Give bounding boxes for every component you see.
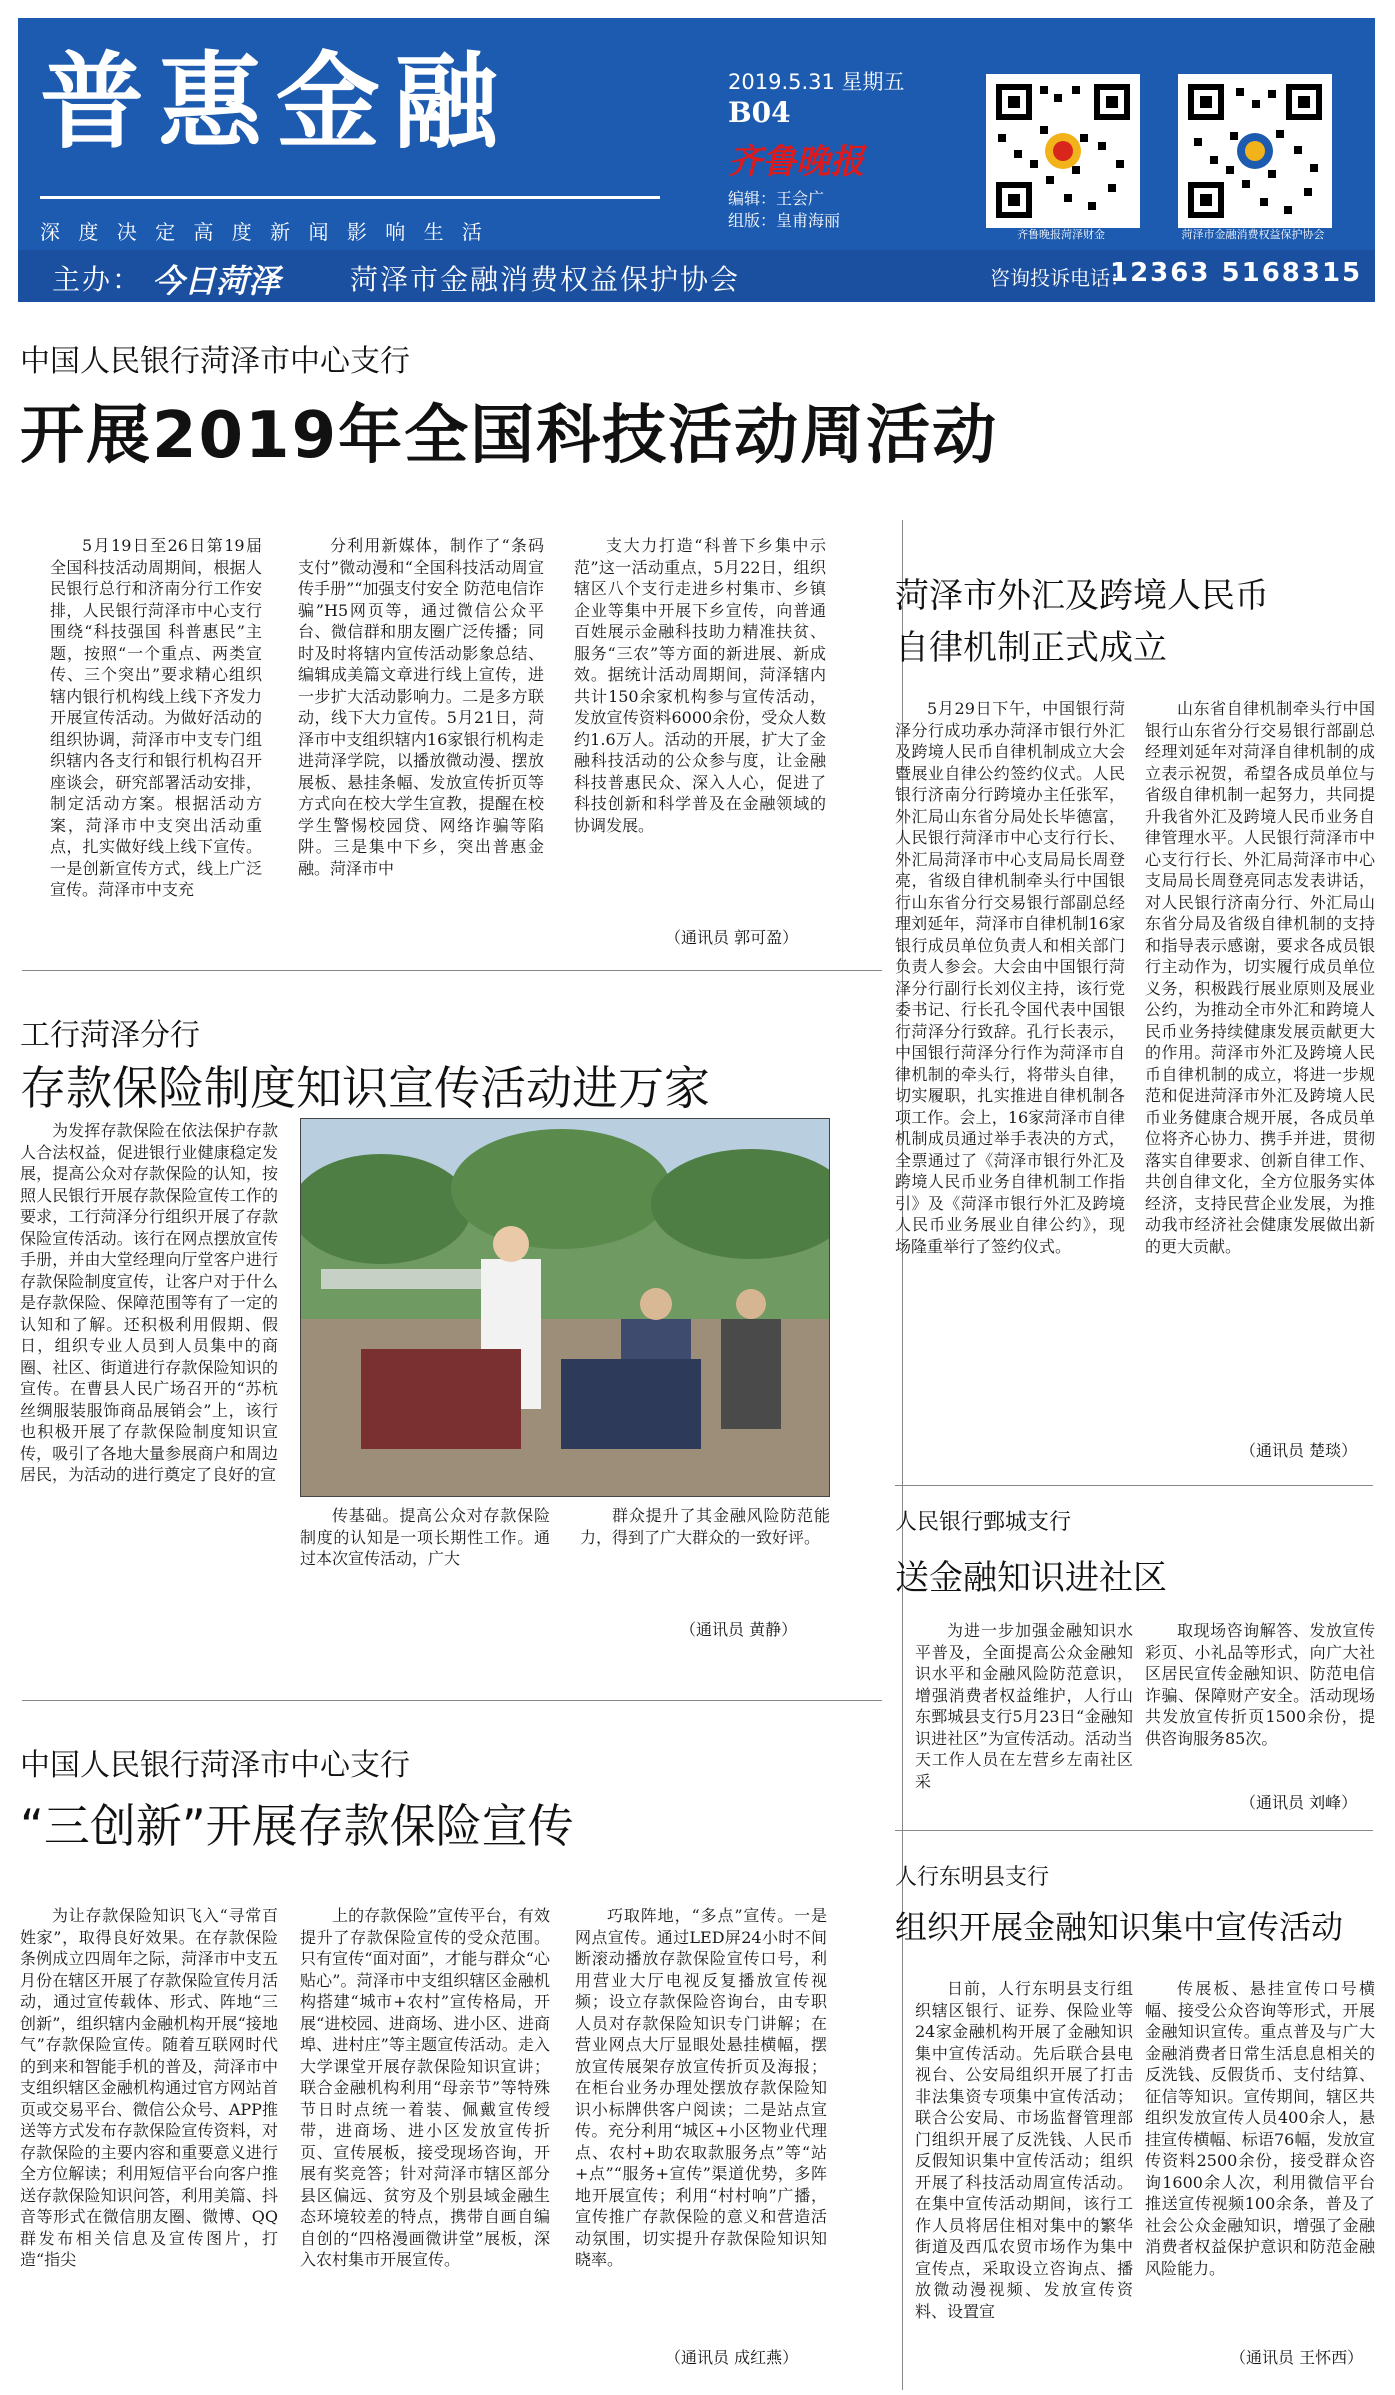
qr-code-icon [1180, 76, 1330, 226]
b3-column-2: 传展板、悬挂宣传口号横幅、接受公众咨询等形式，开展金融知识宣传。重点普及与广大金融消费者日常生活息息相关的反洗钱、反假货币、支付结算、征信等知识。宣传期间，辖区共组织发放宣传人员400余人，悬挂宣传横幅、标语76幅，发放宣传资料2500余份，接受群众咨询1600余人次，利用微信平台推送宣传视频100余条，普及了社会公众金融知识，增强了金融消费者权益保护意识和防范金融风险能力。 [1145, 1979, 1375, 2278]
host-name: 今日菏泽 [152, 262, 281, 300]
b3-headline: 组织开展金融知识集中宣传活动 [895, 1908, 1344, 1946]
b3-column-1: 日前，人行东明县支行组织辖区银行、证券、保险业等24家金融机构开展了金融知识集中宣传活动。先后联合县电视台、公安局组织开展了打击非法集资专项集中宣传活动；联合公安局、市场监督管理部门组织开展了反洗钱、人民币反假知识集中宣传活动；组织开展了科技活动周宣传活动。在集中宣传活动期间，该行工作人员将居住相对集中的繁华街道及西瓜农贸市场作为集中宣传点，采取设立咨询点、播放微动漫视频、发放宣传资料、设置宣 [915, 1979, 1133, 2321]
editor-credit [728, 188, 840, 232]
b1-headline-line-1: 菏泽市外汇及跨境人民币 [895, 576, 1269, 616]
masthead-title: 普惠金融 [40, 40, 513, 163]
qr-code-left[interactable] [986, 74, 1140, 228]
b1-column-1: 5月29日下午，中国银行菏泽分行成功承办菏泽市银行外汇及跨境人民币自律机制成立大会暨展业自律公约签约仪式。人民银行济南分行跨境办主任张军，外汇局山东省分局处长毕德富，人民银行菏泽市中心支行行长、外汇局菏泽市中心支局局长周登亮，省级自律机制牵头行中国银行山东省分行交易银行部副总经理刘延年，菏泽市自律机制16家银行成员单位负责人和相关部门负责人参会。大会由中国银行菏泽分行副行长刘仪主持，该行党委书记、行长孔令国代表中国银行菏泽分行致辞。孔行长表示，中国银行菏泽分行作为菏泽市自律机制的牵头行，将带头自律，切实履职，扎实推进自律机制各项工作。会上，16家菏泽市自律机制成员通过举手表决的方式，全票通过了《菏泽市银行外汇及跨境人民币业务自律机制工作指引》及《菏泽市银行外汇及跨境人民币业务展业自律公约》，现场隆重举行了签约仪式。 [895, 699, 1125, 1256]
b1-byline: （通讯员 楚琰） [1240, 1441, 1358, 1460]
qr-right-caption: 菏泽市金融消费权益保护协会 [1181, 228, 1325, 241]
b3-byline: （通讯员 王怀西） [1230, 2348, 1364, 2367]
layout-name: 组版：皇甫海丽 [728, 211, 841, 230]
b1-column-2: 山东省自律机制牵头行中国银行山东省分行交易银行部副总经理刘延年对菏泽自律机制的成立表示祝贺，希望各成员单位与省级自律机制一起努力，共同提升我省外汇及跨境人民币业务自律管理水平。人民银行菏泽市中心支行行长、外汇局菏泽市中心支局局长周登亮同志发表讲话，对人民银行济南分行、外汇局山东省分局及省级自律机制的支持和指导表示感谢，要求各成员银行主动作为，切实履行成员单位义务，积极践行展业原则及展业公约，为推动全市外汇和跨境人民币业务持续健康发展贡献更大的作用。菏泽市外汇及跨境人民币自律机制的成立，将进一步规范和促进菏泽市外汇及跨境人民币业务健康合规开展，各成员单位将齐心协力、携手并进，贯彻落实自律要求、创新自律工作、共创自律文化，全方位服务实体经济，支持民营企业发展，为推动我市经济社会健康发展做出新的更大贡献。 [1145, 699, 1375, 1256]
a2-headline: 存款保险制度知识宣传活动进万家 [20, 1061, 710, 1115]
event-photo [300, 1118, 830, 1497]
a1-column-3: 支大力打造“科普下乡集中示范”这一活动重点，5月22日，组织辖区八个支行走进乡村集市、乡镇企业等集中开展下乡宣传，向普通百姓展示金融科技助力精准扶贫、服务“三农”等方面的新进展、新成效。据统计活动周期间，菏泽辖内共计150余家机构参与宣传活动，发放宣传资料6000余份，受众人数约1.6万人。活动的开展，扩大了金融科技活动的公众参与度，让金融科技普惠民众、深入人心，促进了科技创新和科学普及在金融领域的协调发展。 [574, 536, 826, 835]
qr-left-caption: 齐鲁晚报菏泽财金 [1017, 228, 1105, 241]
a3-byline: （通讯员 成红燕） [665, 2348, 799, 2367]
b3-kicker: 人行东明县支行 [895, 1865, 1050, 1890]
b2-headline: 送金融知识进社区 [895, 1558, 1167, 1598]
hotline-number: 12363 5168315 [1110, 258, 1363, 288]
a2-column-1: 为发挥存款保险在依法保护存款人合法权益，促进银行业健康稳定发展，提高公众对存款保险的认知，按照人民银行开展存款保险宣传工作的要求，工行菏泽分行组织开展了存款保险宣传活动。该行在网点摆放宣传手册，并由大堂经理向厅堂客户进行存款保险制度宣传，让客户对于什么是存款保险、保障范围等有了一定的认知和了解。还积极利用假期、假日，组织专业人员到人员集中的商圈、社区、街道进行存款保险知识的宣传。在曹县人民广场召开的“苏杭丝绸服装服饰商品展销会”上，该行也积极开展了存款保险制度知识宣传，吸引了各地大量参展商户和周边居民，为活动的进行奠定了良好的宣 [20, 1121, 278, 1484]
a3-column-1: 为让存款保险知识飞入“寻常百姓家”，取得良好效果。在存款保险条例成立四周年之际，菏泽市中支五月份在辖区开展了存款保险宣传月活动，通过宣传载体、形式、阵地“三创新”，组织辖内金融机构开展“接地气”存款保险宣传。随着互联网时代的到来和智能手机的普及，菏泽市中支组织辖区金融机构通过官方网站首页或交易平台、微信公众号、APP推送等方式发布存款保险宣传资料，对存款保险的主要内容和重要意义进行全方位解读；利用短信平台向客户推送存款保险知识问答，利用美篇、抖音等形式在微信朋友圈、微博、QQ群发布相关信息及宣传图片，打造“指尖 [20, 1906, 278, 2269]
a2-kicker: 工行菏泽分行 [20, 1018, 200, 1053]
section-divider [895, 1830, 1373, 1831]
a3-kicker: 中国人民银行菏泽市中心支行 [20, 1748, 410, 1783]
masthead-slogan: 深 度 决 定 高 度 新 闻 影 响 生 活 [40, 220, 488, 244]
b2-byline: （通讯员 刘峰） [1240, 1793, 1358, 1812]
a1-headline: 开展2019年全国科技活动周活动 [20, 399, 999, 473]
paper-name: 齐鲁晚报 [728, 142, 864, 182]
a2-column-3: 群众提升了其金融风险防范能力，得到了广大群众的一致好评。 [580, 1506, 830, 1547]
a1-column-1: 5月19日至26日第19届全国科技活动周期间，根据人民银行总行和济南分行工作安排，人民银行菏泽市中心支行围绕“科技强国 科普惠民”主题，按照“一个重点、两类宣传、三个突出”要求精心组织辖内银行机构线上线下齐发力开展宣传活动。为做好活动的组织协调，菏泽市中支专门组织辖内各支行和银行机构召开座谈会，研究部署活动安排，制定活动方案。根据活动方案，菏泽市中支突出活动重点，扎实做好线上线下宣传。一是创新宣传方式，线上广泛宣传。菏泽市中支充 [50, 536, 262, 899]
b2-column-1: 为进一步加强金融知识水平普及，全面提高公众金融知识水平和金融风险防范意识，增强消费者权益维护，人行山东鄄城县支行5月23日“金融知识进社区”为宣传活动。活动当天工作人员在左营乡左南社区采 [915, 1621, 1133, 1791]
a2-column-2: 传基础。提高公众对存款保险制度的认知是一项长期性工作。通过本次宣传活动，广大 [300, 1506, 550, 1568]
b1-headline-line-2: 自律机制正式成立 [895, 628, 1167, 668]
section-divider [22, 970, 882, 971]
qr-code-right[interactable] [1178, 74, 1332, 228]
host-label: 主办： [52, 263, 143, 296]
issue-date: 2019.5.31 星期五 [728, 70, 905, 94]
section-divider [22, 1700, 882, 1701]
event-photo-image [301, 1119, 829, 1496]
a1-kicker: 中国人民银行菏泽市中心支行 [20, 344, 410, 379]
a1-column-2: 分利用新媒体，制作了“条码支付”微动漫和“全国科技活动周宣传手册”“加强支付安全 防范电信诈骗”H5网页等，通过微信公众平台、微信群和朋友圈广泛传播；同时及时将辖内宣传活动影象总结、编辑成美篇文章进行线上宣传，进一步扩大活动影响力。二是多方联动，线下大力宣传。5月21日，菏泽市中支组织辖内16家银行机构走进菏泽学院，以播放微动漫、摆放展板、悬挂条幅、发放宣传折页等方式向在校大学生宣教，提醒在校学生警惕校园贷、网络诈骗等陷阱。三是集中下乡，突出普惠金融。菏泽市中 [298, 536, 544, 878]
a2-byline: （通讯员 黄静） [680, 1620, 798, 1639]
a3-column-2: 上的存款保险”宣传平台，有效提升了存款保险宣传的受众范围。只有宣传“面对面”，才能与群众“心贴心”。菏泽市中支组织辖区金融机构搭建“城市+农村”宣传格局，开展“进校园、进商场、进小区、进商埠、进村庄”等主题宣传活动。走入大学课堂开展存款保险知识宣讲；联合金融机构利用“母亲节”等特殊节日时点统一着装、佩戴宣传绶带，进商场、进小区发放宣传折页、宣传展板，接受现场咨询，开展有奖竞答；针对菏泽市辖区部分县区偏远、贫穷及个别县域金融生态环境较差的特点，携带自画自编自创的“四格漫画微讲堂”展板，深入农村集市开展宣传。 [300, 1906, 550, 2269]
qr-code-icon [988, 76, 1138, 226]
editor-name: 编辑：王会广 [728, 189, 825, 208]
section-divider [895, 1485, 1373, 1486]
b2-column-2: 取现场咨询解答、发放宣传彩页、小礼品等形式，向广大社区居民宣传金融知识、防范电信诈骗、保障财产安全。活动现场共发放宣传折页1500余份，提供咨询服务85次。 [1145, 1621, 1375, 1748]
a3-headline: “三创新”开展存款保险宣传 [20, 1799, 574, 1853]
b2-kicker: 人民银行鄄城支行 [895, 1510, 1072, 1535]
host-organization: 菏泽市金融消费权益保护协会 [350, 263, 741, 296]
a3-column-3: 巧取阵地，“多点”宣传。一是网点宣传。通过LED屏24小时不间断滚动播放存款保险宣传口号，利用营业大厅电视反复播放宣传视频；设立存款保险咨询台，由专职人员对存款保险知识专门讲解；在营业网点大厅显眼处悬挂横幅，摆放宣传展架存放宣传折页及海报；在柜台业务办理处摆放存款保险知识小标牌供客户阅读；二是站点宣传。充分利用“城区+小区物业代理点、农村+助农取款服务点”等“站+点”“服务+宣传”渠道优势，多阵地开展宣传；利用“村村响”广播，宣传推广存款保险的意义和营造活动氛围，切实提升存款保险知识知晓率。 [575, 1906, 827, 2269]
page-number: B04 [728, 96, 791, 129]
masthead-underline [40, 196, 660, 199]
hotline-label: 咨询投诉电话： [990, 266, 1130, 290]
a1-byline: （通讯员 郭可盈） [665, 928, 799, 947]
